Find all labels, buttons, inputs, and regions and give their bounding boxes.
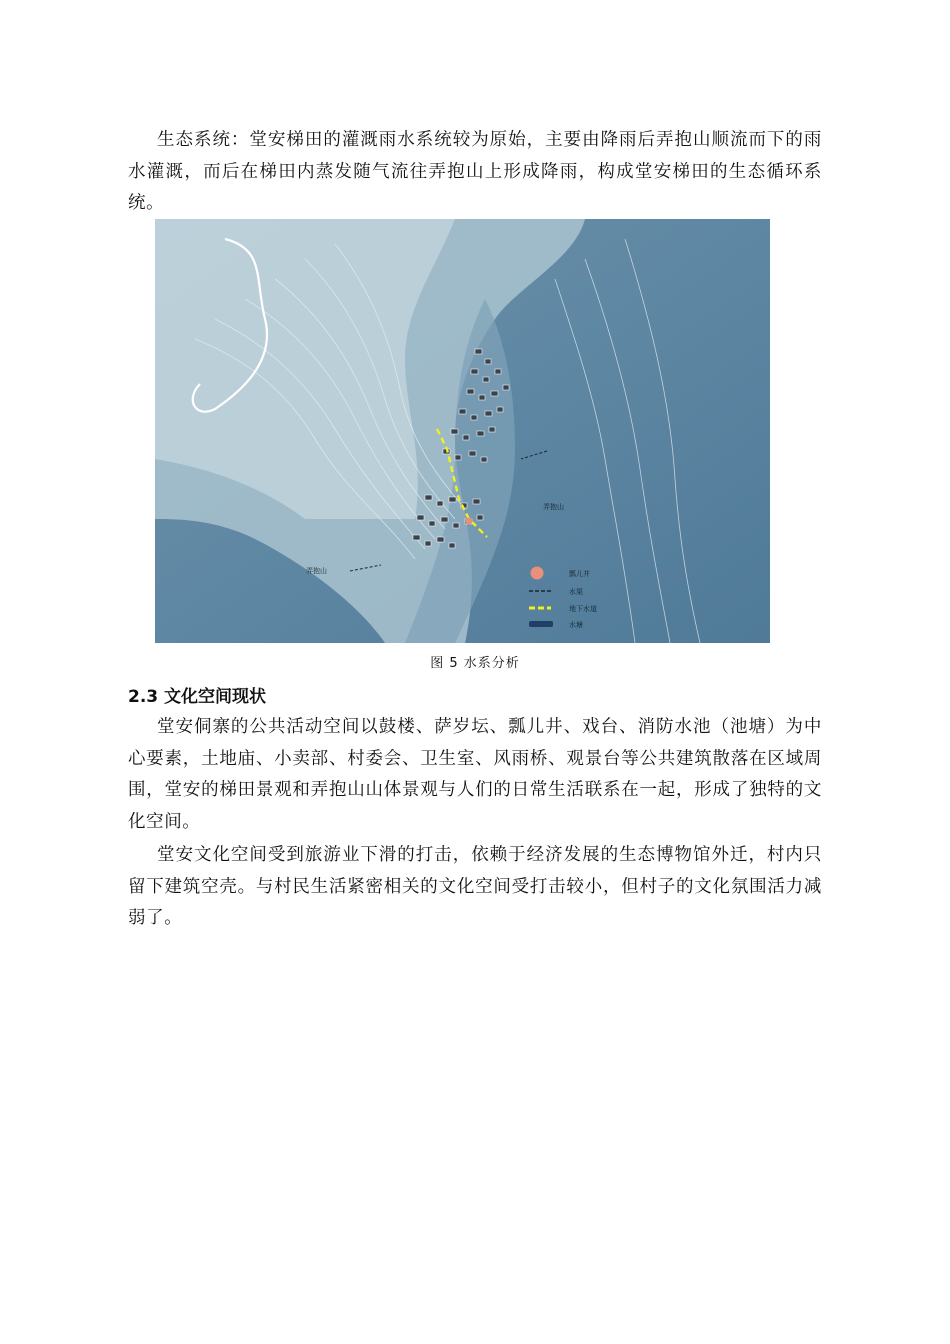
figure-caption: 图 5 水系分析 bbox=[430, 656, 520, 671]
legend-well-swatch bbox=[531, 567, 544, 580]
legend-pond-swatch bbox=[529, 621, 553, 627]
legend-pond-label: 水塘 bbox=[569, 621, 583, 629]
section-heading: 2.3 文化空间现状 bbox=[128, 687, 267, 707]
legend-well-label: 瓢儿井 bbox=[569, 570, 590, 578]
paragraph-culture-impact: 堂安文化空间受到旅游业下滑的打击，依赖于经济发展的生态博物馆外迁，村内只留下建筑空壳。与村民生活紧密相关的文化空间受打击较小，但村子的文化氛围活力减弱了。 bbox=[128, 845, 822, 928]
label-mountain-left: 弄抱山 bbox=[306, 567, 327, 575]
water-system-map bbox=[155, 219, 770, 643]
paragraph-ecology: 生态系统：堂安梯田的灌溉雨水系统较为原始，主要由降雨后弄抱山顺流而下的雨水灌溉，而后在梯田内蒸发随气流往弄抱山上形成降雨，构成堂安梯田的生态循环系统。 bbox=[128, 130, 822, 213]
well-marker bbox=[466, 518, 473, 525]
legend-underground-label: 地下水道 bbox=[569, 605, 597, 613]
paragraph-culture-space: 堂安侗寨的公共活动空间以鼓楼、萨岁坛、瓢儿井、戏台、消防水池（池塘）为中心要素，土地庙、小卖部、村委会、卫生室、风雨桥、观景台等公共建筑散落在区域周围，堂安的梯田景观和弄抱山山体景观与人们的日常生活联系在一起，形成了独特的文化空间。 bbox=[128, 717, 822, 832]
label-mountain-right: 弄抱山 bbox=[543, 503, 564, 511]
legend-channel-label: 水渠 bbox=[569, 588, 583, 596]
